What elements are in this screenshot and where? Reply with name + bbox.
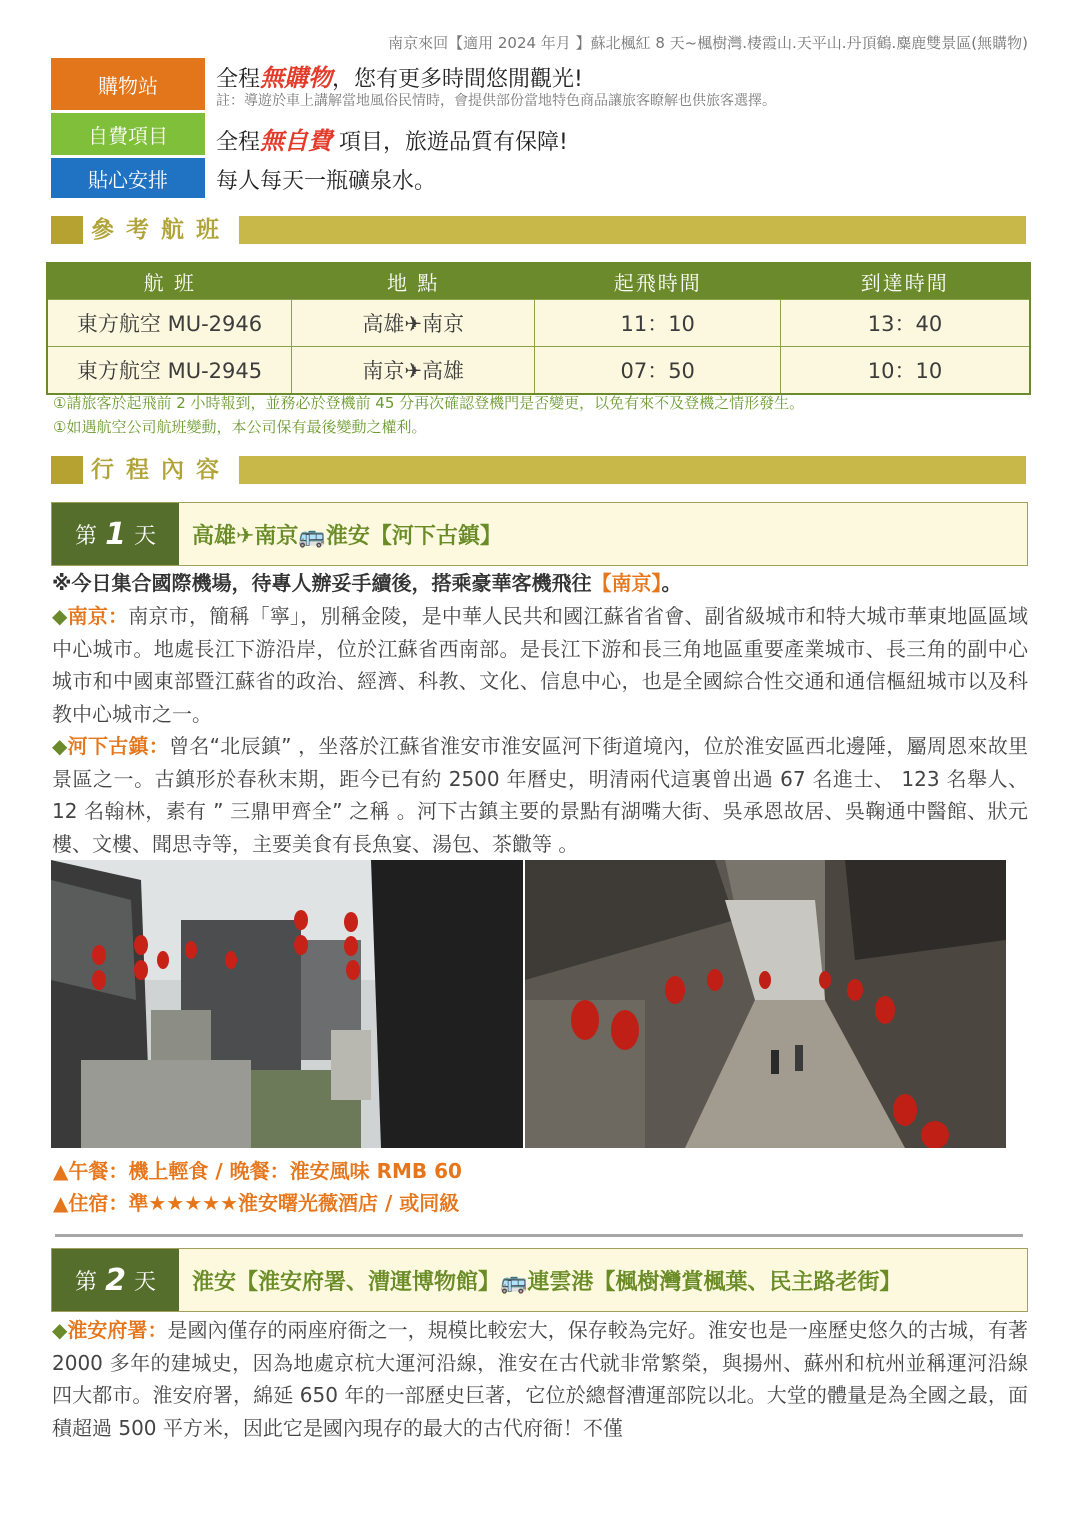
no-self-paid-pre: 全程 [216, 130, 261, 155]
day1-intro-pre: ※今日集合國際機場，待專人辦妥手續後，搭乘豪華客機飛往 [52, 571, 592, 595]
diamond-bullet-icon: ◆ [52, 1318, 68, 1342]
arrival-cell: 10：10 [780, 347, 1030, 395]
section-bar-block [51, 216, 83, 244]
no-self-paid-emphasis: 無自費 [260, 127, 333, 155]
flights-section-title: 參考航班 [83, 214, 239, 246]
table-row [47, 347, 1030, 395]
nanjing-paragraph [52, 600, 1028, 730]
day1-intro [52, 567, 1028, 600]
no-self-paid-line [216, 121, 568, 156]
flights-header-row [47, 263, 1030, 300]
itinerary-section-bar [51, 456, 1026, 484]
flights-section-bar [51, 216, 1026, 244]
header-departure: 起飛時間 [535, 263, 781, 300]
care-tag: 貼心安排 [51, 158, 205, 198]
shopping-tag: 購物站 [51, 58, 205, 110]
day1-intro-highlight: 【南京】 [591, 571, 662, 595]
huaian-label: 淮安府署： [67, 1318, 168, 1342]
day-prefix: 第 [75, 523, 98, 549]
no-shopping-line [216, 58, 583, 93]
day-number: 2 [105, 1262, 126, 1298]
no-shopping-post: ，您有更多時間悠閒觀光! [332, 67, 583, 92]
table-row [47, 300, 1030, 347]
photo-canal-lanterns [51, 860, 523, 1148]
arrival-cell: 13：40 [780, 300, 1030, 347]
diamond-bullet-icon: ◆ [52, 604, 68, 628]
day-suffix: 天 [133, 523, 156, 549]
day2-number-badge [52, 1249, 179, 1311]
no-shopping-pre: 全程 [216, 67, 261, 92]
diamond-bullet-icon: ◆ [52, 734, 68, 758]
flights-table [46, 262, 1031, 395]
nanjing-label: 南京： [67, 604, 129, 628]
day-number: 1 [105, 516, 126, 552]
day1-header [51, 502, 1028, 566]
day1-meal: ▲午餐：機上輕食 / 晚餐：淮安風味 RMB 60 [53, 1159, 462, 1183]
itinerary-section-title: 行程內容 [83, 454, 239, 486]
no-self-paid-post: 項目，旅遊品質有保障! [332, 130, 568, 155]
day1-intro-post: 。 [661, 571, 682, 595]
header-location: 地 點 [292, 263, 535, 300]
day-divider [55, 1234, 1023, 1237]
hexia-label: 河下古鎮： [67, 734, 170, 758]
hexia-text: 曾名“北辰鎮” ，坐落於江蘇省淮安市淮安區河下街道境內，位於淮安區西北邊陲，屬周恩來故里景區之一。古鎮形於春秋末期，距今已有約 2500 年曆史，明清兩代這裏曾出過 67 名進士、 123 名舉人、12 名翰林，素有 ” 三鼎甲齊全” 之稱 。河下古鎮主要的景點有湖嘴大街、吳承恩故居、吳鞠通中醫館、狀元樓、文樓、聞思寺等，主要美食有長魚宴、湯包、茶饊等 。 [52, 734, 1028, 856]
self-paid-tag: 自費項目 [51, 113, 205, 155]
departure-cell: 11：10 [535, 300, 781, 347]
photo-old-street [525, 860, 1006, 1148]
route-cell: 高雄✈南京 [292, 300, 535, 347]
care-text: 每人每天一瓶礦泉水。 [216, 169, 437, 194]
header-arrival: 到達時間 [780, 263, 1030, 300]
day-prefix: 第 [75, 1269, 98, 1295]
flight-cell: 東方航空 MU-2945 [47, 347, 292, 395]
header-flight: 航 班 [47, 263, 292, 300]
flight-cell: 東方航空 MU-2946 [47, 300, 292, 347]
page-header-title: 南京來回【適用 2024 年月 】蘇北楓紅 8 天~楓樹灣.棲霞山.天平山.丹頂鶴.麋鹿雙景區(無購物) [388, 34, 1028, 52]
flight-note-change: ①如遇航空公司航班變動，本公司保有最後變動之權利。 [53, 418, 427, 436]
shopping-note: 註：導遊於車上講解當地風俗民情時，會提供部份當地特色商品讓旅客瞭解也供旅客選擇。 [216, 93, 776, 109]
day-suffix: 天 [133, 1269, 156, 1295]
day2-header [51, 1248, 1028, 1312]
day1-hotel: ▲住宿：準★★★★★淮安曙光薇酒店 / 或同級 [53, 1191, 460, 1215]
route-cell: 南京✈高雄 [292, 347, 535, 395]
nanjing-text: 南京市，簡稱「寧」，別稱金陵，是中華人民共和國江蘇省省會、副省級城市和特大城市華東地區區域中心城市。地處長江下游沿岸，位於江蘇省西南部。是長江下游和長三角地區重要產業城市、長三角的副中心城市和中國東部暨江蘇省的政治、經濟、科教、文化、信息中心，也是全國綜合性交通和通信樞紐城市以及科教中心城市之一。 [52, 604, 1029, 726]
day2-title: 淮安【淮安府署、漕運博物館】🚌連雲港【楓樹灣賞楓葉、民主路老街】 [192, 1269, 902, 1295]
day1-title: 高雄✈南京🚌淮安【河下古鎮】 [192, 523, 502, 549]
hexia-paragraph [52, 730, 1028, 860]
section-bar-block [51, 456, 83, 484]
departure-cell: 07：50 [535, 347, 781, 395]
no-shopping-emphasis: 無購物 [260, 64, 333, 92]
huaian-text: 是國內僅存的兩座府衙之一，規模比較宏大，保存較為完好。淮安也是一座歷史悠久的古城，有著 2000 多年的建城史，因為地處京杭大運河沿線，淮安在古代就非常繁榮，與揚州、蘇州和杭州並稱運河沿線四大都市。淮安府署，綿延 650 年的一部歷史巨著，它位於總督漕運部院以北。大堂的體量是為全國之最，面積超過 500 平方米，因此它是國內現存的最大的古代府衙！不僅 [52, 1318, 1029, 1440]
flight-note-checkin: ①請旅客於起飛前 2 小時報到，並務必於登機前 45 分再次確認登機門是否變更，以免有來不及登機之情形發生。 [53, 394, 805, 412]
huaian-paragraph [52, 1314, 1028, 1444]
day1-number-badge [52, 503, 179, 565]
